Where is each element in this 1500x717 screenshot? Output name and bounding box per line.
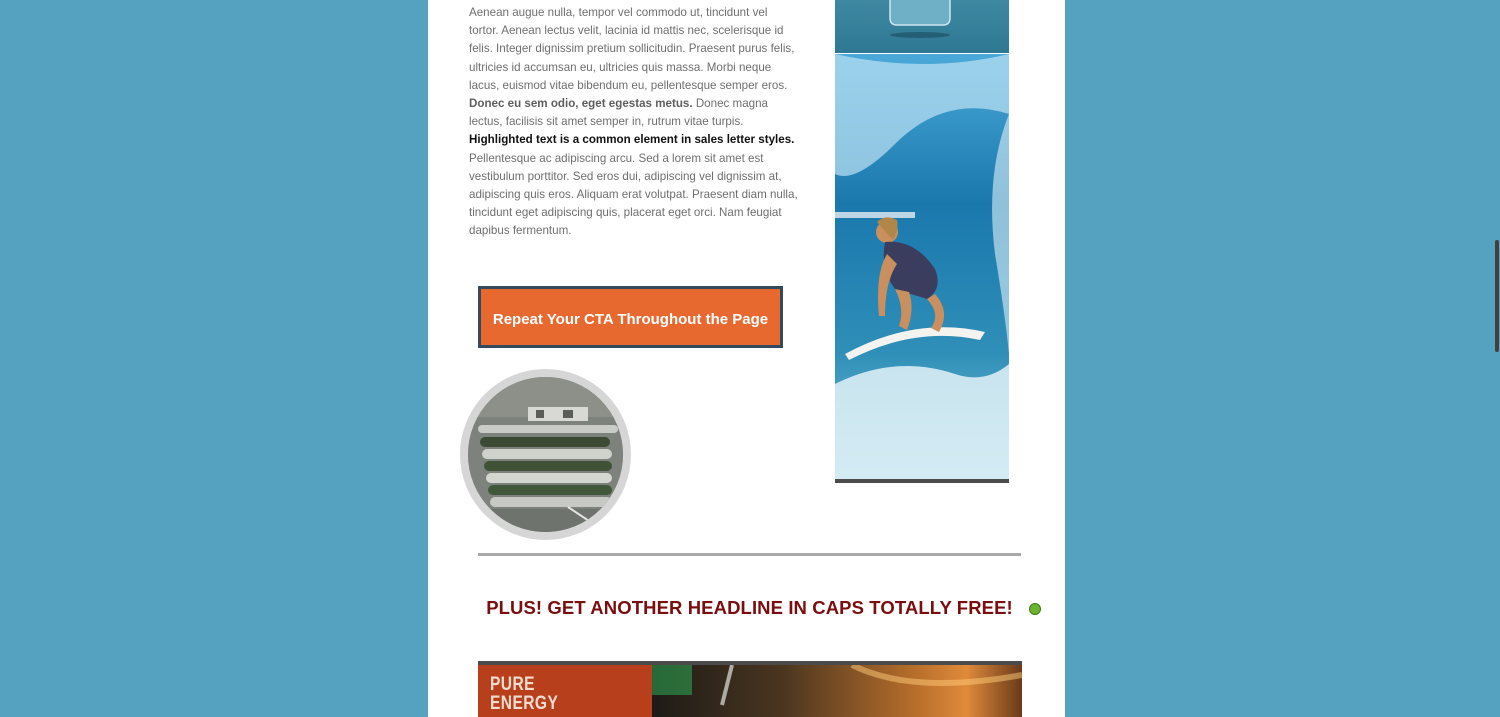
circle-photo-image <box>460 369 631 540</box>
pure-energy-banner <box>478 661 1022 717</box>
bottle-image <box>835 0 1009 53</box>
image-bottom-bar <box>835 479 1009 483</box>
bold-text: Donec eu sem odio, eget egestas metus. <box>469 97 693 111</box>
banner-label-panel <box>478 665 652 717</box>
banner-image <box>652 665 1022 717</box>
body-paragraph <box>469 4 799 241</box>
body-text-end: Pellentesque ac adipiscing arcu. Sed a lorem sit amet est vestibulum porttitor. Sed eros dui, adipiscing vel dignissim at, adipiscing quis eros. Aliquam erat volutpat. Praesent diam nulla, tincidunt eget adipiscing quis, placerat eget orci. Nam feugiat dapibus fermentum. <box>469 151 798 238</box>
cta-button[interactable]: Repeat Your CTA Throughout the Page <box>478 286 783 348</box>
banner-illustration <box>652 665 1022 717</box>
headline: PLUS! GET ANOTHER HEADLINE IN CAPS TOTALLY FREE! <box>486 597 1013 618</box>
bottle-illustration <box>835 0 1009 53</box>
body-text-middle: Donec magna lectus, facilisis sit amet semper in, rutrum vitae turpis. <box>469 97 768 129</box>
banner-title-line2: ENERGY <box>490 693 559 714</box>
scrollbar-thumb[interactable] <box>1495 240 1499 352</box>
side-image-column <box>835 0 1009 483</box>
banner-title-line1: PURE <box>490 674 535 695</box>
section-divider <box>478 553 1021 556</box>
surfer-image <box>835 54 1009 480</box>
green-dot-icon <box>1029 603 1041 615</box>
banner-title <box>490 675 558 713</box>
aerial-facility-illustration <box>468 377 623 532</box>
surfer-illustration <box>835 54 1009 480</box>
highlighted-text: Highlighted text is a common element in sales letter styles. <box>469 133 795 147</box>
body-text-intro: Aenean augue nulla, tempor vel commodo ut, tincidunt vel tortor. Aenean lectus velit, lacinia id mattis nec, scelerisque id felis. Integer dignissim pretium sollicitudin. Praesent purus felis, ultricies id accumsan eu, ultricies quis massa. Morbi neque lacus, euismod vitae bibendum eu, pellentesque semper eros. <box>469 6 795 92</box>
sales-page <box>428 0 1065 717</box>
